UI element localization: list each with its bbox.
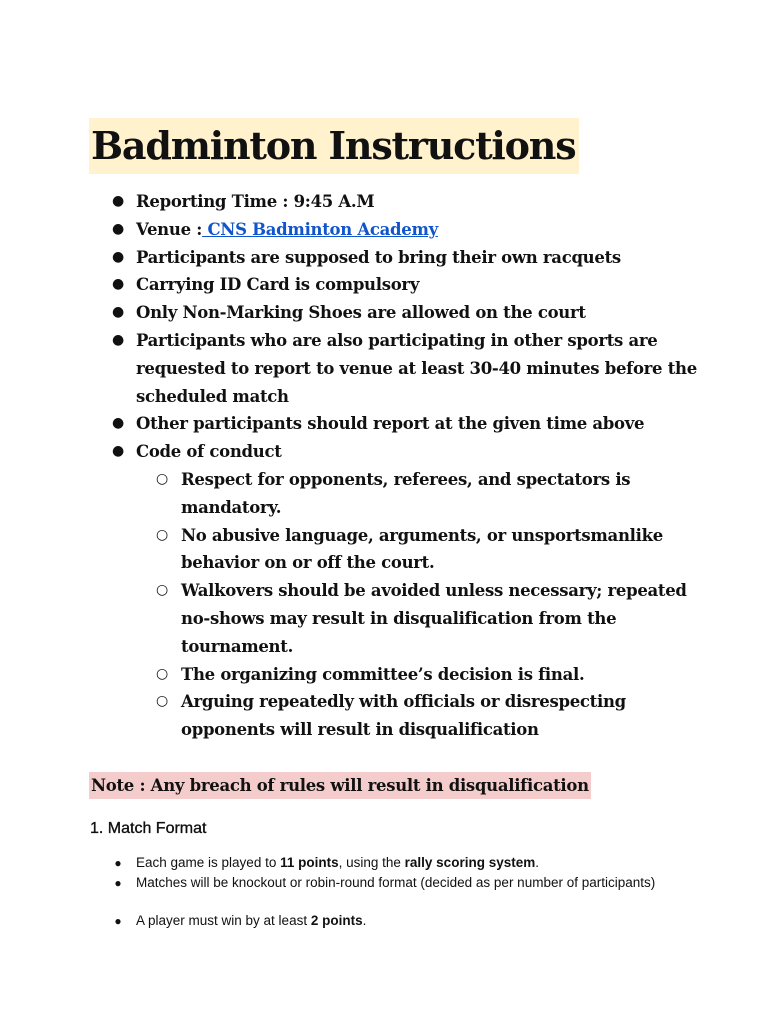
match-format-list-2: [110, 911, 710, 931]
conduct-item-language: [110, 522, 710, 578]
instruction-report-time: [110, 410, 710, 438]
instruction-text: Other participants should report at the given time above: [136, 414, 645, 434]
bullet-icon: ●: [112, 276, 124, 293]
bullet-icon: ●: [112, 193, 124, 209]
instruction-text: Code of conduct: [136, 442, 282, 462]
instructions-list: [110, 188, 710, 744]
bullet-icon: ●: [114, 914, 122, 928]
instruction-text: Venue :: [136, 219, 203, 239]
instruction-other-sports: [110, 327, 710, 410]
instruction-text: Participants are supposed to bring their own racquets: [136, 247, 621, 267]
bullet-icon: ●: [114, 876, 122, 890]
bullet-icon: ●: [112, 415, 124, 432]
note-container: [89, 772, 591, 799]
bullet-icon: ●: [112, 443, 124, 460]
hollow-bullet-icon: ○: [156, 470, 168, 487]
instruction-code-of-conduct: [110, 438, 710, 466]
bullet-icon: ●: [112, 304, 124, 321]
instruction-venue: [110, 216, 710, 244]
item-text-bold: 11 points: [280, 855, 339, 870]
item-text-part: .: [535, 855, 539, 870]
conduct-text: Respect for opponents, referees, and spectators is mandatory.: [181, 469, 631, 517]
conduct-text: Walkovers should be avoided unless necessary; repeated no-shows may result in disqualification from the tournament.: [181, 581, 687, 656]
conduct-item-walkovers: [110, 577, 710, 660]
hollow-bullet-icon: ○: [156, 582, 168, 599]
instruction-text: Participants who are also participating in other sports are requested to report to venue at least 30-40 minutes before the scheduled match: [136, 330, 697, 406]
conduct-text: The organizing committee’s decision is final.: [181, 664, 585, 684]
item-text-part: A player must win by at least: [136, 913, 311, 928]
conduct-item-decision: [110, 661, 710, 689]
instruction-id-card: [110, 271, 710, 299]
instruction-text: Only Non-Marking Shoes are allowed on the court: [136, 303, 586, 323]
match-format-item-win-margin: [110, 911, 710, 931]
match-format-heading: 1. Match Format: [90, 820, 207, 837]
conduct-text: Arguing repeatedly with officials or disrespecting opponents will result in disqualification: [181, 692, 626, 740]
hollow-bullet-icon: ○: [156, 665, 168, 682]
instruction-reporting-time: [110, 188, 710, 216]
hollow-bullet-icon: ○: [156, 693, 168, 710]
item-text-part: , using the: [338, 855, 405, 870]
conduct-item-respect: [110, 466, 710, 522]
item-text-part: .: [362, 913, 367, 928]
bullet-icon: ●: [114, 856, 122, 870]
conduct-text: No abusive language, arguments, or unsportsmanlike behavior on or off the court.: [181, 525, 663, 573]
title-container: [89, 118, 579, 174]
bullet-icon: ●: [112, 248, 124, 265]
match-format-list: [110, 853, 710, 893]
conduct-item-arguing: [110, 688, 710, 744]
match-format-item-format: [110, 873, 710, 893]
venue-link[interactable]: CNS Badminton Academy: [202, 219, 438, 239]
bullet-icon: ●: [112, 220, 124, 237]
bullet-icon: ●: [112, 331, 124, 348]
item-text-bold: rally scoring system: [404, 855, 536, 870]
hollow-bullet-icon: ○: [156, 526, 168, 543]
item-text: Matches will be knockout or robin-round format (decided as per number of participants): [136, 875, 656, 890]
instruction-text: Reporting Time : 9:45 A.M: [136, 192, 375, 211]
instruction-text: Carrying ID Card is compulsory: [136, 275, 420, 295]
instruction-racquets: [110, 244, 710, 272]
disqualification-note: Note : Any breach of rules will result in disqualification: [89, 772, 591, 799]
match-format-item-points: [110, 853, 710, 873]
instruction-shoes: [110, 299, 710, 327]
document-title: Badminton Instructions: [89, 118, 579, 174]
item-text-bold: 2 points: [310, 913, 363, 928]
item-text-part: Each game is played to: [136, 855, 281, 870]
